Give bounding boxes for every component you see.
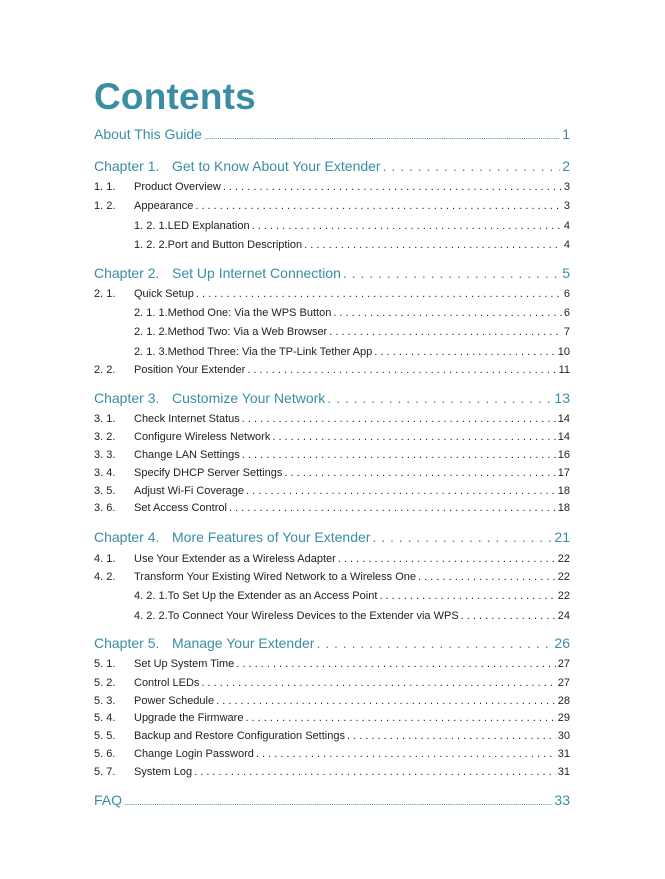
subsection-number: 4. 2. 2.	[134, 610, 168, 622]
toc-page-number: 26	[554, 635, 570, 651]
dot-leader	[229, 502, 556, 514]
dot-leader	[204, 126, 560, 142]
subsection-number: 2. 1. 2.	[134, 326, 168, 338]
section-number: 2. 2.	[94, 364, 116, 376]
subsection-number: 2. 1. 1.	[134, 307, 168, 319]
chapter-title: Manage Your Extender	[172, 635, 315, 651]
toc-subsection-4-2-1[interactable]	[134, 590, 570, 602]
chapter-title: More Features of Your Extender	[172, 529, 371, 545]
toc-entry-title: About This Guide	[94, 126, 202, 142]
dot-leader	[383, 158, 561, 174]
section-title: Appearance	[134, 200, 194, 212]
toc-page-number: 29	[557, 712, 570, 724]
section-number: 5. 4.	[94, 712, 116, 724]
dot-leader	[252, 220, 562, 232]
section-number: 5. 5.	[94, 730, 116, 742]
section-number: 3. 6.	[94, 502, 116, 514]
toc-page-number: 33	[554, 792, 570, 808]
toc-page-number: 6	[563, 307, 570, 319]
toc-page-number: 1	[562, 126, 570, 142]
toc-chapter-5[interactable]	[94, 635, 570, 651]
toc-section-5-2[interactable]	[94, 677, 570, 689]
dot-leader	[247, 364, 556, 376]
dot-leader	[216, 695, 556, 707]
toc-section-5-7[interactable]	[94, 766, 570, 778]
page-title: Contents	[94, 76, 256, 117]
toc-section-3-1[interactable]	[94, 413, 570, 425]
dot-leader	[194, 766, 556, 778]
chapter-title: Set Up Internet Connection	[172, 265, 341, 281]
toc-section-2-2[interactable]	[94, 364, 570, 376]
toc-chapter-1[interactable]	[94, 158, 570, 174]
toc-subsection-1-2-1[interactable]	[134, 220, 570, 232]
toc-page-number: 16	[557, 449, 570, 461]
toc-subsection-2-1-1[interactable]	[134, 307, 570, 319]
dot-leader	[124, 792, 552, 808]
toc-page-number: 3	[563, 181, 570, 193]
toc-page-number: 30	[557, 730, 570, 742]
subsection-title: Method Three: Via the TP-Link Tether App	[167, 346, 373, 358]
section-title: Change LAN Settings	[134, 449, 240, 461]
toc-page-number: 31	[557, 748, 570, 760]
toc-section-2-1[interactable]	[94, 288, 570, 300]
toc-page-number: 4	[563, 239, 570, 251]
section-number: 3. 2.	[94, 431, 116, 443]
toc-about-guide[interactable]	[94, 126, 570, 142]
section-title: Backup and Restore Configuration Settings	[134, 730, 345, 742]
subsection-title: Port and Button Description	[167, 239, 303, 251]
toc-section-4-2[interactable]	[94, 571, 570, 583]
subsection-title: To Connect Your Wireless Devices to the Extender via WPS	[167, 610, 459, 622]
section-number: 5. 1.	[94, 658, 116, 670]
dot-leader	[418, 571, 556, 583]
dot-leader	[316, 635, 552, 651]
toc-page-number: 22	[557, 553, 570, 565]
toc-entry-title: FAQ	[94, 792, 123, 808]
section-title: Adjust Wi-Fi Coverage	[134, 485, 245, 497]
dot-leader	[329, 326, 562, 338]
section-title: Control LEDs	[134, 677, 200, 689]
section-title: Transform Your Existing Wired Network to a Wireless One	[134, 571, 417, 583]
toc-page-number: 13	[554, 390, 570, 406]
section-title: Power Schedule	[134, 695, 215, 707]
dot-leader	[284, 467, 555, 479]
section-number: 4. 1.	[94, 553, 116, 565]
dot-leader	[201, 677, 555, 689]
section-title: Use Your Extender as a Wireless Adapter	[134, 553, 336, 565]
toc-section-3-6[interactable]	[94, 502, 570, 514]
toc-page-number: 11	[558, 364, 570, 376]
section-number: 1. 2.	[94, 200, 116, 212]
dot-leader	[327, 390, 552, 406]
toc-section-3-4[interactable]	[94, 467, 570, 479]
toc-page-number: 22	[557, 571, 570, 583]
section-title: Product Overview	[134, 181, 221, 193]
toc-page-number: 5	[562, 265, 570, 281]
dot-leader	[343, 265, 560, 281]
toc-page-number: 14	[557, 431, 570, 443]
dot-leader	[242, 449, 556, 461]
toc-page-number: 18	[557, 502, 570, 514]
toc-section-1-1[interactable]	[94, 181, 570, 193]
toc-page-number: 28	[557, 695, 570, 707]
section-title: Configure Wireless Network	[134, 431, 271, 443]
toc-section-3-2[interactable]	[94, 431, 570, 443]
section-title: Change Login Password	[134, 748, 254, 760]
section-number: 2. 1.	[94, 288, 116, 300]
toc-subsection-1-2-2[interactable]	[134, 239, 570, 251]
toc-subsection-4-2-2[interactable]	[134, 610, 570, 622]
section-number: 3. 3.	[94, 449, 116, 461]
section-number: 1. 1.	[94, 181, 116, 193]
toc-page-number: 10	[557, 346, 570, 358]
section-number: 3. 5.	[94, 485, 116, 497]
subsection-number: 1. 2. 1.	[134, 220, 168, 232]
section-number: 5. 7.	[94, 766, 116, 778]
toc-subsection-2-1-2[interactable]	[134, 326, 570, 338]
section-title: Set Access Control	[134, 502, 227, 514]
toc-section-3-3[interactable]	[94, 449, 570, 461]
dot-leader	[245, 712, 555, 724]
subsection-title: Method One: Via the WPS Button	[167, 307, 332, 319]
toc-section-1-2[interactable]	[94, 200, 570, 212]
chapter-number: Chapter 3.	[94, 390, 160, 406]
dot-leader	[338, 553, 556, 565]
toc-page-number: 3	[563, 200, 570, 212]
toc-chapter-2[interactable]	[94, 265, 570, 281]
toc-chapter-3[interactable]	[94, 390, 570, 406]
dot-leader	[333, 307, 562, 319]
chapter-number: Chapter 5.	[94, 635, 160, 651]
section-number: 3. 4.	[94, 467, 116, 479]
section-title: Specify DHCP Server Settings	[134, 467, 283, 479]
dot-leader	[379, 590, 555, 602]
section-number: 5. 2.	[94, 677, 116, 689]
toc-section-5-6[interactable]	[94, 748, 570, 760]
chapter-title: Customize Your Network	[172, 390, 326, 406]
toc-page-number: 18	[557, 485, 570, 497]
dot-leader	[223, 181, 562, 193]
toc-page-number: 2	[562, 158, 570, 174]
dot-leader	[256, 748, 556, 760]
toc-section-5-4[interactable]	[94, 712, 570, 724]
subsection-number: 4. 2. 1.	[134, 590, 168, 602]
toc-section-5-1[interactable]	[94, 658, 570, 670]
dot-leader	[372, 529, 552, 545]
dot-leader	[374, 346, 555, 358]
toc-page-number: 14	[557, 413, 570, 425]
toc-page-number: 21	[554, 529, 570, 545]
toc-page-number: 17	[557, 467, 570, 479]
chapter-number: Chapter 1.	[94, 158, 160, 174]
section-title: Position Your Extender	[134, 364, 246, 376]
dot-leader	[242, 413, 556, 425]
toc-page-number: 27	[557, 677, 570, 689]
toc-page-number: 4	[563, 220, 570, 232]
dot-leader	[461, 610, 556, 622]
chapter-number: Chapter 4.	[94, 529, 160, 545]
section-number: 5. 6.	[94, 748, 116, 760]
toc-faq[interactable]	[94, 792, 570, 808]
subsection-title: Method Two: Via a Web Browser	[167, 326, 328, 338]
dot-leader	[246, 485, 556, 497]
section-title: Quick Setup	[134, 288, 194, 300]
toc-chapter-4[interactable]	[94, 529, 570, 545]
chapter-number: Chapter 2.	[94, 265, 160, 281]
dot-leader	[195, 200, 562, 212]
toc-section-5-5[interactable]	[94, 730, 570, 742]
section-title: Upgrade the Firmware	[134, 712, 244, 724]
section-title: Set Up System Time	[134, 658, 235, 670]
dot-leader	[272, 431, 555, 443]
section-title: Check Internet Status	[134, 413, 240, 425]
toc-section-3-5[interactable]	[94, 485, 570, 497]
toc-page-number: 7	[563, 326, 570, 338]
dot-leader	[304, 239, 562, 251]
subsection-title: To Set Up the Extender as an Access Point	[167, 590, 378, 602]
toc-page-number: 27	[557, 658, 570, 670]
dot-leader	[347, 730, 556, 742]
chapter-title: Get to Know About Your Extender	[172, 158, 381, 174]
toc-section-4-1[interactable]	[94, 553, 570, 565]
toc-section-5-3[interactable]	[94, 695, 570, 707]
dot-leader	[236, 658, 555, 670]
toc-subsection-2-1-3[interactable]	[134, 346, 570, 358]
subsection-title: LED Explanation	[167, 220, 250, 232]
section-number: 3. 1.	[94, 413, 116, 425]
section-number: 5. 3.	[94, 695, 116, 707]
toc-page-number: 6	[563, 288, 570, 300]
toc-page-number: 22	[557, 590, 570, 602]
subsection-number: 1. 2. 2.	[134, 239, 168, 251]
toc-page-number: 24	[557, 610, 570, 622]
section-number: 4. 2.	[94, 571, 116, 583]
subsection-number: 2. 1. 3.	[134, 346, 168, 358]
section-title: System Log	[134, 766, 193, 778]
dot-leader	[196, 288, 562, 300]
toc-page-number: 31	[557, 766, 570, 778]
